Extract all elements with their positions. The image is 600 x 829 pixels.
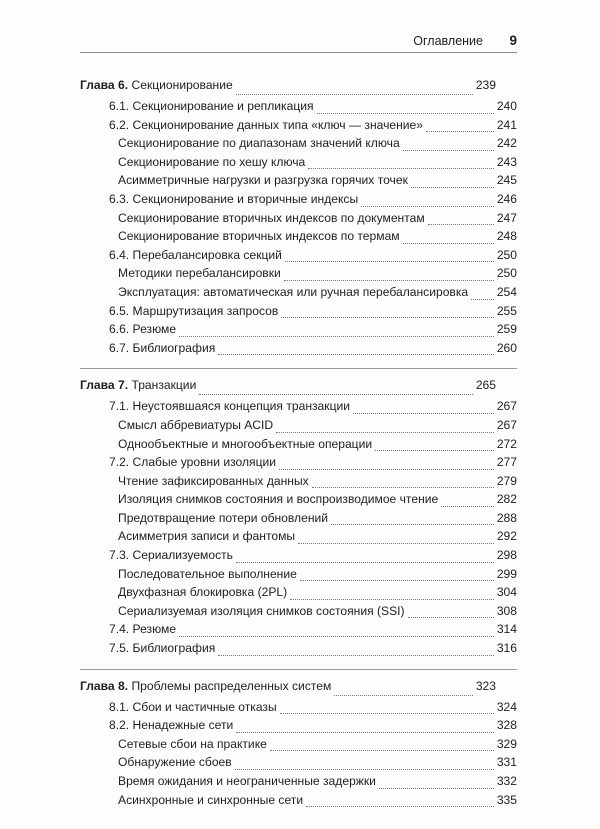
toc-section-entry[interactable]	[80, 341, 517, 360]
toc-subsection-entry[interactable]	[80, 474, 517, 493]
entry-page: 242	[496, 136, 517, 151]
entry-page: 316	[496, 641, 517, 656]
entry-title: Асимметрия записи и фантомы	[118, 529, 296, 544]
toc-section-entry[interactable]	[80, 304, 517, 323]
entry-page: 255	[496, 303, 517, 318]
dot-leader	[411, 186, 494, 188]
chapter-heading[interactable]	[80, 78, 517, 99]
entry-page: 332	[496, 774, 517, 788]
dot-leader	[218, 353, 494, 355]
toc-subsection-entry[interactable]	[80, 136, 517, 155]
dot-leader	[298, 542, 494, 544]
entry-title: Последовательное выполнение	[118, 566, 297, 581]
page-number: 9	[509, 33, 517, 48]
dot-leader	[276, 431, 494, 433]
entry-title: Секционирование по хешу ключа	[118, 154, 306, 169]
chapter-section	[80, 78, 517, 369]
toc-section-entry[interactable]	[80, 118, 517, 137]
entry-title: Сетевые сбои на практике	[118, 736, 267, 751]
dot-leader	[317, 112, 494, 114]
running-header	[80, 30, 517, 53]
entry-page: 335	[496, 792, 517, 807]
entry-page: 299	[496, 566, 517, 581]
toc-section-entry[interactable]	[80, 455, 517, 474]
entry-title: Сериализуемая изоляция снимков состояния (SSI)	[118, 603, 405, 618]
entry-title: 8.1. Сбои и частичные отказы	[109, 699, 277, 714]
dot-leader	[331, 523, 494, 525]
dot-leader	[199, 393, 472, 395]
chapter-name: Проблемы распределенных систем	[131, 678, 332, 693]
entry-title: 7.4. Резюме	[109, 622, 177, 637]
chapter-name: Секционирование	[131, 78, 233, 92]
chapter-label: Глава 6.	[80, 78, 129, 92]
dot-leader	[361, 205, 494, 207]
entry-page: 240	[496, 99, 517, 113]
entry-title: 6.1. Секционирование и репликация	[109, 99, 314, 113]
chapter-page: 239	[475, 78, 496, 92]
toc-subsection-entry[interactable]	[80, 211, 517, 230]
toc-subsection-entry[interactable]	[80, 155, 517, 174]
entry-page: 298	[496, 548, 517, 563]
dot-leader	[403, 149, 494, 151]
dot-leader	[279, 468, 494, 470]
toc-subsection-entry[interactable]	[80, 755, 517, 774]
entry-title: Изоляция снимков состояния и воспроизводимое чтение	[118, 492, 439, 507]
dot-leader	[408, 616, 494, 618]
entry-title: 6.3. Секционирование и вторичные индексы	[109, 191, 359, 206]
chapter-label: Глава 8.	[80, 678, 129, 693]
entry-title: Эксплуатация: автоматическая или ручная перебалансировка	[118, 284, 469, 299]
toc-subsection-entry[interactable]	[80, 492, 517, 511]
dot-leader	[379, 787, 494, 789]
entry-title: Асинхронные и синхронные сети	[118, 792, 304, 807]
dot-leader	[285, 260, 494, 262]
entry-title: 6.5. Маршрутизация запросов	[109, 303, 279, 318]
dot-leader	[236, 731, 494, 733]
entry-page: 267	[496, 417, 517, 432]
toc-subsection-entry[interactable]	[80, 585, 517, 604]
entry-title: 7.2. Слабые уровни изоляции	[109, 455, 277, 470]
dot-leader	[426, 130, 494, 132]
dot-leader	[471, 298, 494, 300]
entry-page: 245	[496, 173, 517, 188]
entry-page: 260	[496, 340, 517, 355]
dot-leader	[179, 635, 494, 637]
entry-page: 267	[496, 399, 517, 414]
entry-title: Методики перебалансировки	[118, 266, 281, 281]
dot-leader	[280, 712, 494, 714]
table-of-contents	[80, 78, 517, 829]
entry-page: 279	[496, 473, 517, 488]
dot-leader	[441, 505, 494, 507]
toc-subsection-entry[interactable]	[80, 266, 517, 285]
dot-leader	[306, 805, 494, 807]
dot-leader	[179, 335, 494, 337]
entry-page: 329	[496, 736, 517, 751]
entry-page: 241	[496, 117, 517, 132]
chapter-name: Транзакции	[131, 378, 197, 393]
toc-section-entry[interactable]	[80, 192, 517, 211]
dot-leader	[300, 579, 494, 581]
entry-title: 7.1. Неустоявшаяся концепция транзакции	[109, 399, 351, 414]
toc-subsection-entry[interactable]	[80, 229, 517, 248]
dot-leader	[290, 598, 494, 600]
dot-leader	[236, 93, 473, 95]
entry-title: 8.2. Ненадежные сети	[109, 718, 234, 733]
chapter-section	[80, 378, 517, 669]
entry-title: Однообъектные и многообъектные операции	[118, 436, 373, 451]
toc-subsection-entry[interactable]	[80, 793, 517, 812]
toc-section-entry[interactable]	[80, 622, 517, 641]
chapter-heading[interactable]	[80, 679, 517, 700]
entry-title: Двухфазная блокировка (2PL)	[118, 585, 288, 600]
chapter-label: Глава 7.	[80, 378, 129, 393]
entry-page: 282	[496, 492, 517, 507]
entry-page: 243	[496, 154, 517, 169]
entry-title: Секционирование вторичных индексов по термам	[118, 229, 400, 244]
entry-title: Предотвращение потери обновлений	[118, 510, 329, 525]
toc-subsection-entry[interactable]	[80, 173, 517, 192]
dot-leader	[218, 654, 494, 656]
entry-page: 277	[496, 455, 517, 470]
dot-leader	[403, 242, 494, 244]
entry-title: 6.4. Перебалансировка секций	[109, 247, 282, 262]
entry-page: 292	[496, 529, 517, 544]
entry-title: Смысл аббревиатуры ACID	[118, 417, 274, 432]
toc-subsection-entry[interactable]	[80, 511, 517, 530]
entry-page: 272	[496, 436, 517, 451]
entry-title: Время ожидания и неограниченные задержки	[118, 774, 376, 788]
toc-subsection-entry[interactable]	[80, 418, 517, 437]
entry-title: Обнаружение сбоев	[118, 755, 232, 770]
chapter-section	[80, 679, 517, 821]
running-header-title: Оглавление	[413, 34, 483, 48]
toc-section-entry[interactable]	[80, 641, 517, 660]
toc-section-entry[interactable]	[80, 99, 517, 118]
dot-leader	[353, 412, 494, 414]
chapter-title	[80, 378, 196, 392]
chapter-page: 265	[475, 378, 496, 393]
dot-leader	[235, 768, 494, 770]
entry-page: 250	[496, 247, 517, 262]
toc-section-entry[interactable]	[80, 322, 517, 341]
entry-title: 7.3. Сериализуемость	[109, 548, 233, 563]
toc-section-entry[interactable]	[80, 700, 517, 719]
entry-page: 308	[496, 603, 517, 618]
toc-subsection-entry[interactable]	[80, 285, 517, 304]
entry-page: 328	[496, 718, 517, 733]
entry-title: Секционирование по диапазонам значений ключа	[118, 136, 400, 151]
toc-subsection-entry[interactable]	[80, 567, 517, 586]
chapter-heading[interactable]	[80, 378, 517, 399]
entry-page: 246	[496, 191, 517, 206]
dot-leader	[284, 279, 494, 281]
entry-page: 250	[496, 266, 517, 281]
entry-title: 6.2. Секционирование данных типа «ключ — значение»	[109, 117, 424, 132]
toc-section-entry[interactable]	[80, 248, 517, 267]
dot-leader	[308, 167, 494, 169]
entry-page: 254	[496, 284, 517, 299]
entry-page: 259	[496, 322, 517, 337]
toc-subsection-entry[interactable]	[80, 437, 517, 456]
dot-leader	[334, 694, 473, 696]
entry-page: 248	[496, 229, 517, 244]
entry-title: 7.5. Библиография	[109, 641, 216, 656]
toc-section-entry[interactable]	[80, 399, 517, 418]
dot-leader	[428, 223, 494, 225]
toc-section-entry[interactable]	[80, 548, 517, 567]
toc-subsection-entry[interactable]	[80, 604, 517, 623]
entry-title: Чтение зафиксированных данных	[118, 473, 309, 488]
entry-title: Секционирование вторичных индексов по документам	[118, 210, 425, 225]
entry-page: 247	[496, 210, 517, 225]
entry-page: 331	[496, 755, 517, 770]
entry-title: 6.6. Резюме	[109, 322, 177, 337]
chapter-page: 323	[475, 678, 496, 693]
entry-title: 6.7. Библиография	[109, 340, 216, 355]
toc-subsection-entry[interactable]	[80, 737, 517, 756]
entry-page: 314	[496, 622, 517, 637]
chapter-title	[80, 78, 233, 92]
toc-section-entry[interactable]	[80, 718, 517, 737]
dot-leader	[236, 561, 494, 563]
chapter-title	[80, 679, 331, 693]
toc-subsection-entry[interactable]	[80, 774, 517, 793]
dot-leader	[375, 449, 494, 451]
entry-title: Асимметричные нагрузки и разгрузка горячих точек	[118, 173, 408, 188]
entry-page: 324	[496, 699, 517, 714]
dot-leader	[281, 316, 494, 318]
entry-page: 288	[496, 510, 517, 525]
entry-page: 304	[496, 585, 517, 600]
toc-subsection-entry[interactable]	[80, 529, 517, 548]
dot-leader	[312, 486, 494, 488]
